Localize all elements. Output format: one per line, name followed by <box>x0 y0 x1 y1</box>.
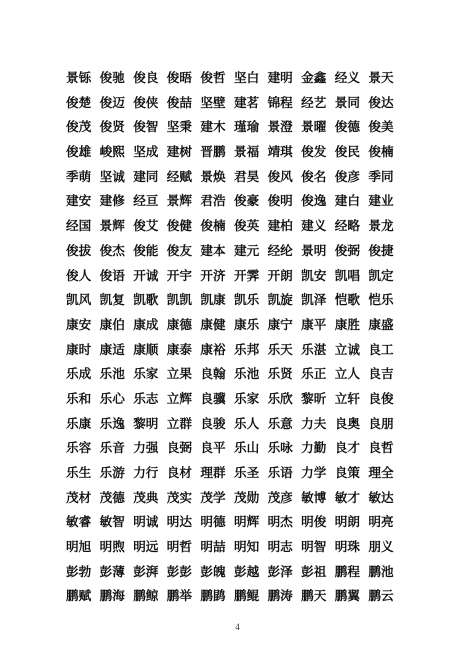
name-cell: 鹏程 <box>334 563 360 579</box>
name-cell: 凯唱 <box>334 267 360 283</box>
name-cell: 彭越 <box>233 563 260 579</box>
name-cell: 俊德 <box>334 119 360 135</box>
name-cell: 景辉 <box>166 193 192 209</box>
name-cell: 康伯 <box>99 316 125 332</box>
name-cell: 明旭 <box>66 539 92 555</box>
name-cell: 靖琪 <box>267 144 293 160</box>
name-cell: 凯泽 <box>301 292 327 308</box>
name-cell: 茂勋 <box>233 489 260 505</box>
name-cell: 建修 <box>99 193 125 209</box>
name-cell: 乐语 <box>267 465 293 480</box>
name-cell: 景曜 <box>301 119 327 135</box>
name-cell: 俊逸 <box>301 193 327 209</box>
name-cell: 明朗 <box>334 514 360 530</box>
name-cell: 良骥 <box>200 390 226 406</box>
name-cell: 敏达 <box>368 489 394 505</box>
name-cell: 良策 <box>334 465 360 480</box>
name-cell: 鹏天 <box>301 588 327 604</box>
name-cell: 开宇 <box>166 267 192 283</box>
name-cell: 经义 <box>334 70 360 85</box>
name-cell: 君浩 <box>200 193 226 209</box>
name-cell: 俊楠 <box>368 144 394 160</box>
name-cell: 俊迈 <box>99 94 125 110</box>
name-cell: 景辉 <box>99 218 125 234</box>
name-cell: 康泰 <box>166 341 192 357</box>
name-cell: 俊晤 <box>166 70 192 85</box>
name-cell: 俊能 <box>133 242 159 258</box>
name-cell: 力强 <box>133 440 159 456</box>
name-cell: 经略 <box>334 218 360 234</box>
name-cell: 乐家 <box>133 366 159 382</box>
name-cell: 经国 <box>66 218 92 234</box>
name-cell: 康裕 <box>200 341 226 357</box>
name-cell: 建义 <box>301 218 327 234</box>
name-cell: 康胜 <box>334 316 360 332</box>
name-cell: 鹏鲸 <box>133 588 159 604</box>
name-cell: 景焕 <box>200 168 226 184</box>
name-cell: 俊喆 <box>166 94 192 110</box>
name-cell: 鹏云 <box>368 588 394 604</box>
name-cell: 彭彭 <box>166 563 192 579</box>
name-cell: 立群 <box>166 415 192 431</box>
name-cell: 茂德 <box>99 489 125 505</box>
name-cell: 良奥 <box>334 415 360 431</box>
name-cell: 俊达 <box>368 94 394 110</box>
name-cell: 开济 <box>200 267 226 283</box>
name-cell: 开霁 <box>233 267 260 283</box>
name-cell: 鹏鹍 <box>200 588 226 604</box>
name-cell: 康宁 <box>267 316 293 332</box>
name-cell: 建业 <box>368 193 394 209</box>
name-cell: 乐成 <box>66 366 92 382</box>
name-cell: 康乐 <box>233 316 260 332</box>
name-cell: 建安 <box>66 193 92 209</box>
name-cell: 俊艾 <box>133 218 159 234</box>
name-cell: 彭魄 <box>200 563 226 579</box>
name-cell: 彭勃 <box>66 563 92 579</box>
name-cell: 明喆 <box>200 539 226 555</box>
name-cell: 俊名 <box>301 168 327 184</box>
name-cell: 乐天 <box>267 341 293 357</box>
name-cell: 明达 <box>166 514 192 530</box>
name-cell: 凯歌 <box>133 292 159 308</box>
name-cell: 明诚 <box>133 514 159 530</box>
name-cell: 坚壁 <box>200 94 226 110</box>
name-cell: 俊美 <box>368 119 394 135</box>
name-cell: 锦程 <box>267 94 293 110</box>
name-cell: 建同 <box>133 168 159 184</box>
name-cell: 康平 <box>301 316 327 332</box>
name-cell: 彭祖 <box>301 563 327 579</box>
name-cell: 凯旋 <box>267 292 293 308</box>
name-cell: 乐咏 <box>267 440 293 456</box>
name-cell: 良哲 <box>368 440 394 456</box>
name-cell: 明智 <box>301 539 327 555</box>
name-cell: 开诚 <box>133 267 159 283</box>
name-cell: 凯复 <box>99 292 125 308</box>
name-cell: 良工 <box>368 341 394 357</box>
name-cell: 鹏赋 <box>66 588 92 604</box>
name-cell: 明杰 <box>267 514 293 530</box>
name-cell: 敏才 <box>334 489 360 505</box>
name-cell: 坚诚 <box>99 168 125 184</box>
name-cell: 景龙 <box>368 218 394 234</box>
name-cell: 俊豪 <box>233 193 260 209</box>
name-cell: 经艺 <box>301 94 327 110</box>
name-cell: 景铄 <box>66 70 92 85</box>
name-cell: 彭泽 <box>267 563 293 579</box>
name-cell: 彭湃 <box>133 563 159 579</box>
name-cell: 乐欣 <box>267 390 293 406</box>
name-cell: 立人 <box>334 366 360 382</box>
name-cell: 乐逸 <box>99 415 125 431</box>
name-cell: 经赋 <box>166 168 192 184</box>
name-cell: 坚白 <box>233 70 260 85</box>
name-cell: 俊发 <box>301 144 327 160</box>
name-cell: 敏睿 <box>66 514 92 530</box>
name-cell: 景明 <box>301 242 327 258</box>
name-cell: 力勤 <box>301 440 327 456</box>
name-cell: 凯安 <box>301 267 327 283</box>
name-cell: 鹏海 <box>99 588 125 604</box>
name-cell: 乐圣 <box>233 465 260 480</box>
name-cell: 俊茂 <box>66 119 92 135</box>
name-cell: 建树 <box>166 144 192 160</box>
name-cell: 乐音 <box>99 440 125 456</box>
name-cell: 乐邦 <box>233 341 260 357</box>
name-grid <box>66 66 402 609</box>
name-cell: 茂材 <box>66 489 92 505</box>
name-cell: 开朗 <box>267 267 293 283</box>
name-cell: 建白 <box>334 193 360 209</box>
name-cell: 金鑫 <box>301 70 327 85</box>
page-number: 4 <box>235 622 240 632</box>
name-cell: 经纶 <box>267 242 293 258</box>
name-cell: 俊哲 <box>200 70 226 85</box>
name-cell: 凯康 <box>200 292 226 308</box>
name-cell: 乐山 <box>233 440 260 456</box>
name-cell: 乐志 <box>133 390 159 406</box>
name-cell: 良材 <box>166 465 192 480</box>
name-cell: 立诚 <box>334 341 360 357</box>
name-cell: 鹏涛 <box>267 588 293 604</box>
name-cell: 茂彦 <box>267 489 293 505</box>
name-cell: 俊捷 <box>368 242 394 258</box>
name-cell: 康德 <box>166 316 192 332</box>
name-cell: 明知 <box>233 539 260 555</box>
name-cell: 乐池 <box>99 366 125 382</box>
name-cell: 俊贤 <box>99 119 125 135</box>
name-cell: 明辉 <box>233 514 260 530</box>
name-cell: 乐心 <box>99 390 125 406</box>
name-cell: 力学 <box>301 465 327 480</box>
name-cell: 理全 <box>368 465 394 480</box>
name-cell: 康安 <box>66 316 92 332</box>
name-cell: 经亘 <box>133 193 159 209</box>
name-cell: 乐湛 <box>301 341 327 357</box>
name-cell: 俊彦 <box>334 168 360 184</box>
name-cell: 鹏池 <box>368 563 394 579</box>
name-cell: 敏智 <box>99 514 125 530</box>
name-cell: 俊英 <box>233 218 260 234</box>
name-cell: 立轩 <box>334 390 360 406</box>
name-cell: 峻熙 <box>99 144 125 160</box>
name-cell: 建明 <box>267 70 293 85</box>
name-cell: 康适 <box>99 341 125 357</box>
name-cell: 建本 <box>200 242 226 258</box>
name-cell: 凯乐 <box>233 292 260 308</box>
name-cell: 良平 <box>200 440 226 456</box>
name-cell: 乐人 <box>233 415 260 431</box>
name-cell: 力行 <box>133 465 159 480</box>
name-cell: 康盛 <box>368 316 394 332</box>
name-cell: 良才 <box>334 440 360 456</box>
name-cell: 景天 <box>368 70 394 85</box>
name-cell: 理群 <box>200 465 226 480</box>
name-cell: 立辉 <box>166 390 192 406</box>
name-cell: 俊智 <box>133 119 159 135</box>
name-cell: 俊侠 <box>133 94 159 110</box>
name-cell: 建柏 <box>267 218 293 234</box>
name-cell: 乐正 <box>301 366 327 382</box>
name-cell: 瑾瑜 <box>233 119 260 135</box>
name-cell: 建元 <box>233 242 260 258</box>
name-cell: 茂实 <box>166 489 192 505</box>
name-cell: 建木 <box>200 119 226 135</box>
name-cell: 鹏翼 <box>334 588 360 604</box>
name-cell: 乐家 <box>233 390 260 406</box>
name-cell: 鹏鲲 <box>233 588 260 604</box>
name-cell: 康成 <box>133 316 159 332</box>
name-cell: 俊明 <box>267 193 293 209</box>
name-cell: 俊拔 <box>66 242 92 258</box>
name-cell: 恺歌 <box>334 292 360 308</box>
name-cell: 良朋 <box>368 415 394 431</box>
name-cell: 俊弼 <box>334 242 360 258</box>
name-cell: 黎明 <box>133 415 159 431</box>
name-cell: 俊良 <box>133 70 159 85</box>
name-cell: 明煦 <box>99 539 125 555</box>
name-cell: 俊人 <box>66 267 92 283</box>
name-cell: 黎昕 <box>301 390 327 406</box>
name-cell: 乐生 <box>66 465 92 480</box>
name-cell: 明志 <box>267 539 293 555</box>
name-cell: 乐和 <box>66 390 92 406</box>
name-cell: 明珠 <box>334 539 360 555</box>
name-cell: 乐容 <box>66 440 92 456</box>
name-cell: 俊雄 <box>66 144 92 160</box>
name-cell: 朋义 <box>368 539 394 555</box>
name-cell: 良弼 <box>166 440 192 456</box>
name-cell: 俊驰 <box>99 70 125 85</box>
name-cell: 茂学 <box>200 489 226 505</box>
name-cell: 俊健 <box>166 218 192 234</box>
name-cell: 坚秉 <box>166 119 192 135</box>
name-cell: 俊楚 <box>66 94 92 110</box>
name-cell: 恺乐 <box>368 292 394 308</box>
name-cell: 季同 <box>368 168 394 184</box>
name-cell: 晋鹏 <box>200 144 226 160</box>
name-cell: 景澄 <box>267 119 293 135</box>
name-cell: 俊友 <box>166 242 192 258</box>
name-cell: 乐贤 <box>267 366 293 382</box>
name-cell: 景同 <box>334 94 360 110</box>
name-cell: 立果 <box>166 366 192 382</box>
name-cell: 建茗 <box>233 94 260 110</box>
name-cell: 俊杰 <box>99 242 125 258</box>
name-cell: 凯凯 <box>166 292 192 308</box>
name-cell: 乐池 <box>233 366 260 382</box>
name-cell: 康时 <box>66 341 92 357</box>
name-cell: 鹏举 <box>166 588 192 604</box>
name-cell: 乐游 <box>99 465 125 480</box>
name-cell: 明远 <box>133 539 159 555</box>
name-cell: 乐意 <box>267 415 293 431</box>
name-cell: 乐康 <box>66 415 92 431</box>
name-cell: 明俊 <box>301 514 327 530</box>
name-cell: 良俊 <box>368 390 394 406</box>
name-cell: 景福 <box>233 144 260 160</box>
name-cell: 明哲 <box>166 539 192 555</box>
name-cell: 俊民 <box>334 144 360 160</box>
name-cell: 良骏 <box>200 415 226 431</box>
name-cell: 康顺 <box>133 341 159 357</box>
name-cell: 凯定 <box>368 267 394 283</box>
name-cell: 彭薄 <box>99 563 125 579</box>
name-cell: 敏博 <box>301 489 327 505</box>
name-cell: 力夫 <box>301 415 327 431</box>
name-cell: 明亮 <box>368 514 394 530</box>
name-cell: 俊楠 <box>200 218 226 234</box>
name-cell: 俊风 <box>267 168 293 184</box>
name-cell: 茂典 <box>133 489 159 505</box>
name-cell: 良吉 <box>368 366 394 382</box>
name-cell: 俊语 <box>99 267 125 283</box>
name-cell: 明德 <box>200 514 226 530</box>
name-cell: 康健 <box>200 316 226 332</box>
name-cell: 季萌 <box>66 168 92 184</box>
name-cell: 君昊 <box>233 168 260 184</box>
name-cell: 良翰 <box>200 366 226 382</box>
name-cell: 凯风 <box>66 292 92 308</box>
name-cell: 坚成 <box>133 144 159 160</box>
